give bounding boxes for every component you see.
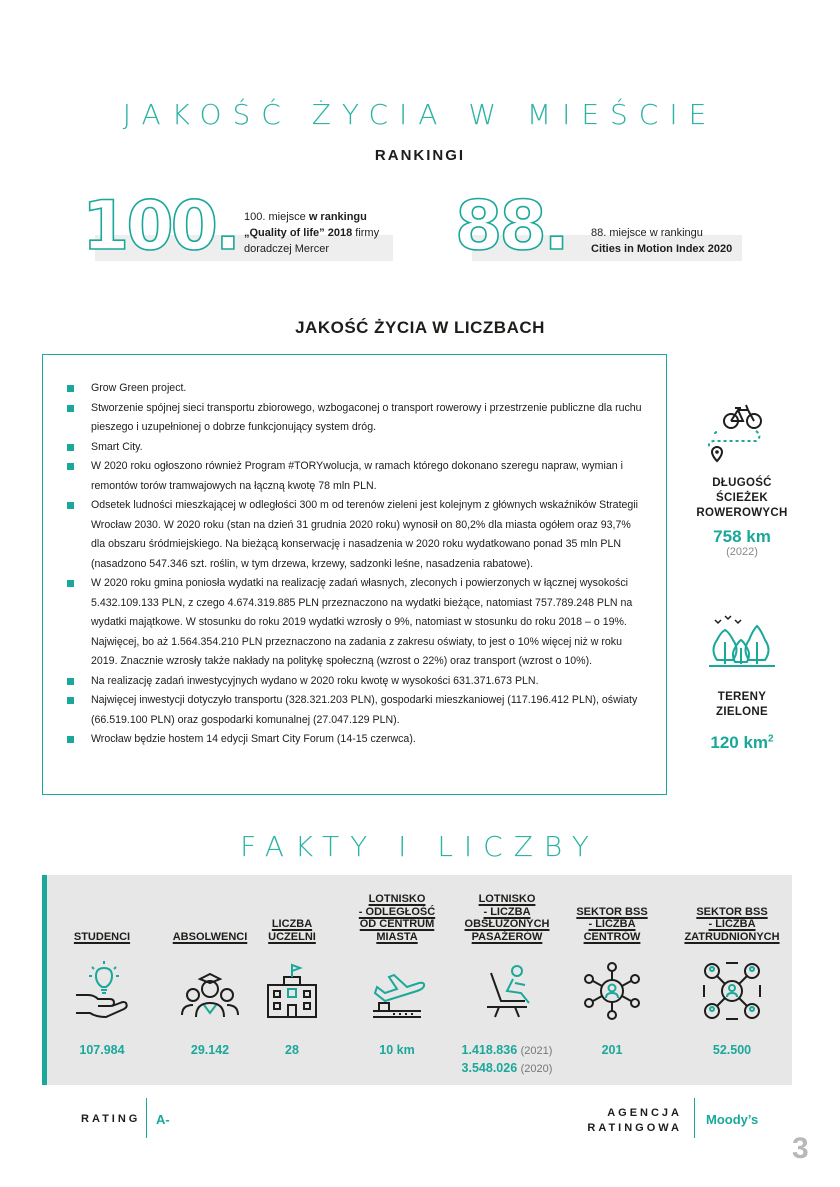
ranking-100-number: 100. xyxy=(82,187,238,266)
fact-column xyxy=(677,875,787,1085)
list-item: W 2020 roku ogłoszono również Program #TORYwolucja, w ramach którego dokonano szeregu napraw, wymian i remontów torów tramwajowych na łączną kwotę 78 mln PLN. xyxy=(67,457,647,496)
fact-value: 1.418.836 (2021) 3.548.026 (2020) xyxy=(461,1043,553,1075)
fact-value: 10 km xyxy=(379,1043,415,1057)
quality-list xyxy=(67,379,647,750)
fact-heading-line: UCZELNI xyxy=(268,930,316,943)
fact-heading-line: ABSOLWENCI xyxy=(172,930,248,943)
fact-heading xyxy=(57,931,147,944)
fact-column xyxy=(155,875,265,1085)
page-number: 3 xyxy=(792,1132,809,1165)
fact-heading-line: SEKTOR BSS xyxy=(576,905,648,918)
fact-value: 201 xyxy=(601,1043,623,1057)
fact-heading-line: LOTNISKO xyxy=(478,893,536,905)
agency-value: Moody’s xyxy=(706,1112,759,1127)
fact-column xyxy=(347,875,447,1085)
fact-value: 28 xyxy=(285,1043,299,1057)
list-item: Na realizację zadań inwestycyjnych wydano w 2020 roku kwotę w wysokości 631.371.673 PLN. xyxy=(67,672,647,692)
list-item: Smart City. xyxy=(67,438,647,458)
fact-heading-line: CENTRÓW xyxy=(583,930,641,943)
university-building-icon xyxy=(262,961,322,1021)
facts-heading: FAKTY I LICZBY xyxy=(240,830,600,863)
trees-icon xyxy=(707,612,777,672)
fact-heading-line: MIASTA xyxy=(376,930,418,943)
list-item: Wrocław będzie hostem 14 edycji Smart City Forum (14-15 czerwca). xyxy=(67,730,647,750)
fact-value: 52.500 xyxy=(712,1043,752,1057)
fact-heading xyxy=(257,918,327,943)
fact-value: 107.984 xyxy=(79,1043,125,1057)
fact-heading-line: - LICZBA xyxy=(588,918,636,930)
ranking-100-text: 100. miejsce w rankingu „Quality of life” 2018 firmy doradczej Mercer xyxy=(244,211,380,255)
rating-value: A- xyxy=(156,1112,170,1127)
passenger-seat-icon xyxy=(477,961,537,1021)
list-item: Stworzenie spójnej sieci transportu zbiorowego, wzbogaconej o transport rowerowy i przestrzenie publiczne dla ruchu pieszego i uzupełnionej o dobrze funkcjonujący system dróg. xyxy=(67,399,647,438)
agency-label: AGENCJA RATINGOWA xyxy=(587,1107,682,1134)
fact-heading-line: - LICZBA xyxy=(483,905,531,918)
fact-heading-line: SEKTOR BSS xyxy=(696,905,768,918)
bike-year: (2022) xyxy=(726,546,758,558)
graduates-icon xyxy=(180,961,240,1021)
fact-heading-line: ZATRUDNIONYCH xyxy=(684,930,780,943)
fact-heading-line: LOTNISKO xyxy=(368,893,426,905)
fact-heading-line: PASAŻERÓW xyxy=(471,930,543,943)
green-label: TERENY ZIELONE xyxy=(716,691,768,718)
people-network-icon xyxy=(702,961,762,1021)
bike-label: DŁUGOŚĆ ŚCIEŻEK ROWEROWYCH xyxy=(696,477,788,519)
fact-heading-line: OBSŁUŻONYCH xyxy=(464,918,550,930)
fact-heading xyxy=(567,906,657,944)
fact-heading-line: STUDENCI xyxy=(73,930,131,943)
fact-heading xyxy=(677,906,787,944)
quality-heading: JAKOŚĆ ŻYCIA W LICZBACH xyxy=(295,318,545,337)
agency-divider xyxy=(694,1098,695,1138)
fact-heading-line: - LICZBA xyxy=(708,918,756,930)
fact-column xyxy=(257,875,327,1085)
ranking-88-text: 88. miejsce w rankingu Cities in Motion Index 2020 xyxy=(591,227,733,255)
ranking-88-number: 88. xyxy=(455,187,567,266)
page-title: JAKOŚĆ ŻYCIA W MIEŚCIE xyxy=(122,98,718,131)
list-item: Odsetek ludności mieszkającej w odległości 300 m od terenów zieleni jest kolejnym z głównych wskaźników Strategii Wrocław 2030. W 2020 roku (stan na dzień 31 grudnia 2020 roku) wynosił on 80,2% dla miasta ogółem oraz 93,7% dla obszaru śródmiejskiego. Na bieżącą konserwację i nasadzenia w 2020 roku wydatkowano ponad 35 mln PLN (nasadzono 547.346 szt. roślin, w tym drzewa, krzewy, sadzonki leśne, nasadzenia rabatowe). xyxy=(67,496,647,574)
fact-column xyxy=(447,875,567,1085)
fact-column xyxy=(57,875,147,1085)
quality-list-box xyxy=(42,354,667,795)
airplane-icon xyxy=(367,961,427,1021)
list-item: Grow Green project. xyxy=(67,379,647,399)
list-item: Najwięcej inwestycji dotyczyło transportu (328.321.203 PLN), gospodarki mieszkaniowej (117.196.412 PLN), oświaty (66.519.100 PLN) oraz gospodarki komunalnej (27.047.129 PLN). xyxy=(67,691,647,730)
facts-box xyxy=(42,875,792,1085)
bike-value: 758 km xyxy=(713,527,771,546)
network-person-icon xyxy=(582,961,642,1021)
list-item: W 2020 roku gmina poniosła wydatki na realizację zadań własnych, zleconych i powierzonych w łącznej wysokości 5.432.109.133 PLN, z czego 4.674.319.885 PLN przeznaczono na wydatki bieżące, natomiast 757.789.248 PLN na wydatki majątkowe. W stosunku do roku 2019 wydatki wzrosły o 9%, natomiast w stosunku do roku 2018 – o 19%. Najwięcej, bo aż 1.564.354.210 PLN przeznaczono na zadania z zakresu oświaty, to jest o 10% więcej niż w roku 2019. Znacznie wzrosły także nakłady na politykę społeczną (wzrost o 22%) oraz transport (wzrost o 10%). xyxy=(67,574,647,672)
fact-heading xyxy=(347,893,447,943)
fact-heading-line: - ODLEGŁOŚĆ xyxy=(358,905,436,918)
fact-value: 29.142 xyxy=(190,1043,230,1057)
rating-divider xyxy=(146,1098,147,1138)
rankings-subtitle: RANKINGI xyxy=(374,147,466,164)
hand-lightbulb-icon xyxy=(72,961,132,1021)
green-value: 120 $km^2$ xyxy=(710,733,774,752)
fact-heading-line: OD CENTRUM xyxy=(359,918,435,930)
rating-label: RATING xyxy=(81,1113,141,1125)
fact-column xyxy=(567,875,657,1085)
fact-heading xyxy=(155,931,265,944)
fact-heading xyxy=(447,893,567,943)
bike-path-icon xyxy=(703,400,765,472)
fact-heading-line: LICZBA xyxy=(271,918,313,930)
